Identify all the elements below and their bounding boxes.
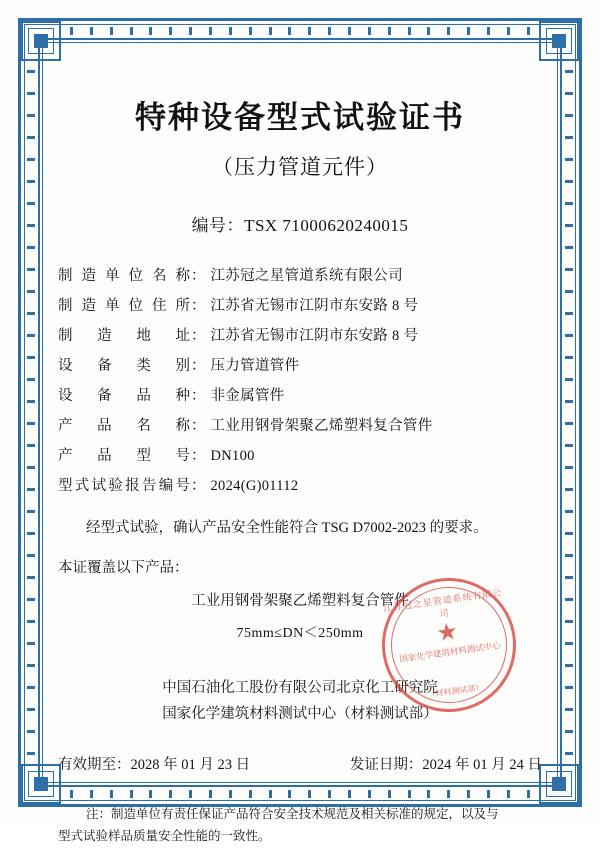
field-row-equipment-variety [58, 384, 542, 405]
seal-arc-text: 江苏冠之星管道系统有限公司 [382, 587, 503, 619]
corner-ornament-bottom-right [539, 764, 579, 804]
certificate-content [58, 60, 542, 843]
field-value: 江苏省无锡市江阴市东安路 8 号 [210, 328, 419, 344]
field-row-equipment-category [58, 354, 542, 375]
field-value: 压力管道管件 [210, 358, 300, 374]
corner-ornament-bottom-left [21, 764, 61, 804]
field-label: 制造单位住所 [58, 298, 190, 314]
field-colon: ： [191, 268, 206, 284]
field-row-product-model [58, 444, 542, 465]
field-colon: ： [191, 418, 206, 434]
field-row-manufacturing-address [58, 324, 542, 345]
border-ornament-right [565, 70, 573, 755]
field-row-manufacturer-name [58, 264, 542, 285]
coverage-heading: 本证覆盖以下产品： [58, 560, 189, 577]
field-list [58, 264, 542, 495]
field-label: 型式试验报告编号 [58, 478, 190, 494]
border-ornament-bottom [70, 790, 530, 798]
field-value: 江苏省无锡市江阴市东安路 8 号 [210, 298, 419, 314]
field-row-test-report-number [58, 474, 542, 495]
certificate-number-value: TSX 71000620240015 [244, 216, 409, 235]
field-label: 制造单位名称 [58, 268, 190, 284]
field-colon: ： [191, 478, 206, 494]
valid-until-date: 有效期至：2028 年 01 月 23 日 [58, 756, 251, 773]
corner-ornament-top-left [21, 21, 61, 61]
seal-bottom-text: （材料测试部） [427, 682, 484, 700]
certificate-number-label: 编号： [191, 216, 245, 235]
footer-note-line1: 注：制造单位有责任保证产品符合安全技术规范及相关标准的规定，以及与 [86, 806, 499, 821]
field-value: 2024(G)01112 [210, 478, 299, 494]
field-row-product-name [58, 414, 542, 435]
field-value: 非金属管件 [210, 388, 285, 404]
coverage-specification: 75mm≤DN＜250mm [236, 626, 364, 642]
field-colon: ： [191, 388, 206, 404]
border-ornament-top [70, 27, 530, 35]
issuing-authority-line1: 中国石油化工股份有限公司北京化工研究院 [162, 680, 438, 697]
seal-center-text: 国家化学建筑材料测试中心 [398, 639, 502, 664]
footer-note-line2: 型式试验样品质量安全性能的一致性。 [58, 828, 271, 843]
field-label: 制造地址 [58, 328, 190, 344]
certificate-number-line [58, 211, 542, 236]
field-colon: ： [191, 448, 206, 464]
page-subtitle: （压力管道元件） [212, 155, 388, 179]
field-label: 设备品种 [58, 388, 190, 404]
field-colon: ： [191, 358, 206, 374]
field-label: 产品型号 [58, 448, 190, 464]
field-value: DN100 [210, 448, 255, 464]
issue-date: 发证日期：2024 年 01 月 24 日 [349, 756, 542, 773]
field-value: 工业用钢骨架聚乙烯塑料复合管件 [210, 418, 433, 434]
issuing-authority [58, 676, 542, 727]
corner-ornament-top-right [539, 21, 579, 61]
border-ornament-left [27, 70, 35, 755]
conformity-statement: 经型式试验，确认产品安全性能符合 TSG D7002-2023 的要求。 [86, 520, 488, 536]
issuing-authority-line2: 国家化学建筑材料测试中心（材料测试部） [162, 705, 438, 722]
footer-note [58, 804, 542, 848]
field-label: 设备类别 [58, 358, 190, 374]
field-label: 产品名称 [58, 418, 190, 434]
field-row-manufacturer-address [58, 294, 542, 315]
field-colon: ： [191, 298, 206, 314]
page-title: 特种设备型式试验证书 [135, 100, 465, 135]
date-row [58, 753, 542, 774]
field-value: 江苏冠之星管道系统有限公司 [210, 268, 403, 284]
star-icon: ★ [434, 618, 460, 648]
coverage-product-name: 工业用钢骨架聚乙烯塑料复合管件 [191, 593, 409, 610]
field-colon: ： [191, 328, 206, 344]
